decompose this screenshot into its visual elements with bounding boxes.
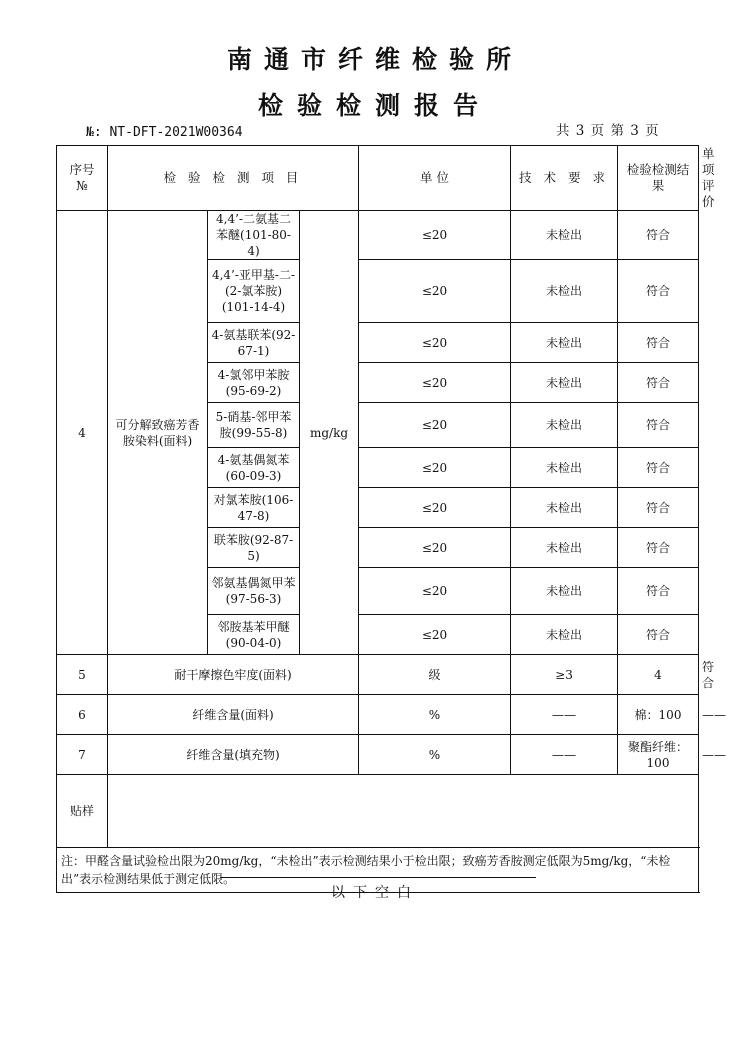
sub-item: 4-氨基联苯(92-67-1) [208,323,300,363]
requirement-cell: —— [511,735,618,775]
page-info: 共 3 页 第 3 页 [556,123,659,139]
sample-label: 贴样 [57,775,108,848]
report-title: 检验检测报告 [257,91,492,120]
sub-item: 邻胺基苯甲醚(90-04-0) [208,615,300,655]
table-header-row: 序号 № 检 验 检 测 项 目 单 位 技 术 要 求 检验检测结果 单项评价 [57,146,699,211]
sub-item: 对氯苯胺(106-47-8) [208,488,300,528]
header-seq [57,146,108,211]
results-table [56,145,726,893]
table-row: 6 纤维含量(面料) % —— 棉：100 —— [57,695,699,735]
result-cell: 未检出 [511,211,618,260]
requirement-cell: —— [511,695,618,735]
seq-cell: 5 [57,655,108,695]
table-row: 7 纤维含量(填充物) % —— 聚酯纤维：100 —— [57,735,699,775]
group4-unit: mg/kg [300,211,359,655]
rating-cell: 符合 [618,448,699,488]
header-requirement: 技 术 要 求 [511,146,618,211]
result-cell: 未检出 [511,260,618,323]
requirement-cell: ≤20 [359,323,511,363]
rating-cell: 符合 [618,403,699,448]
note-text: 注：甲醛含量试验检出限为20mg/kg，“未检出”表示检测结果小于检出限；致癌芳香胺测定低限为5mg/kg，“未检出”表示检测结果低于测定低限。 [57,848,699,893]
sub-item: 邻氨基偶氮甲苯(97-56-3) [208,568,300,615]
result-cell: 未检出 [511,488,618,528]
sub-item: 4-氨基偶氮苯(60-09-3) [208,448,300,488]
end-divider [220,877,536,878]
header-result: 检验检测结果 [618,146,699,211]
institute-title: 南通市纤维检验所 [226,45,523,74]
header-seq-label: 序号 [69,162,95,177]
result-cell: 聚酯纤维：100 [618,735,699,775]
requirement-cell: ≤20 [359,568,511,615]
group4-item: 可分解致癌芳香胺染料(面料) [108,211,208,655]
sample-row [57,775,699,848]
result-cell: 未检出 [511,403,618,448]
header-unit: 单 位 [359,146,511,211]
rating-cell: 符合 [618,260,699,323]
sample-area [108,775,699,848]
rating-cell: 符合 [618,568,699,615]
table-row [57,211,699,260]
group4-seq: 4 [57,211,108,655]
requirement-cell: ≤20 [359,363,511,403]
seq-cell: 7 [57,735,108,775]
requirement-cell: ≤20 [359,211,511,260]
end-text: 以下空白 [331,885,419,901]
requirement-cell: ≤20 [359,448,511,488]
requirement-cell: ≤20 [359,403,511,448]
result-cell: 未检出 [511,568,618,615]
result-cell: 未检出 [511,615,618,655]
rating-cell: 符合 [618,211,699,260]
unit-cell: 级 [359,655,511,695]
result-cell: 未检出 [511,448,618,488]
rating-cell: 符合 [618,323,699,363]
unit-cell: % [359,735,511,775]
item-cell: 纤维含量(面料) [108,695,359,735]
header-seq-sub: № [76,178,88,193]
item-cell: 耐干摩擦色牢度(面料) [108,655,359,695]
sub-item: 4,4’-二氨基二苯醚(101-80-4) [208,211,300,260]
item-cell: 纤维含量(填充物) [108,735,359,775]
sub-item: 4,4’-亚甲基-二-(2-氯苯胺)(101-14-4) [208,260,300,323]
rating-cell: 符合 [618,488,699,528]
sub-item: 5-硝基-邻甲苯胺(99-55-8) [208,403,300,448]
result-cell: 未检出 [511,363,618,403]
requirement-cell: ≤20 [359,488,511,528]
requirement-cell: ≤20 [359,528,511,568]
rating-cell: 符合 [618,363,699,403]
requirement-cell: ≤20 [359,260,511,323]
sub-item: 联苯胺(92-87-5) [208,528,300,568]
sub-item: 4-氯邻甲苯胺(95-69-2) [208,363,300,403]
rating-cell: 符合 [618,615,699,655]
result-cell: 4 [618,655,699,695]
unit-cell: % [359,695,511,735]
header-item: 检 验 检 测 项 目 [108,146,359,211]
report-number: №: NT-DFT-2021W00364 [86,125,243,140]
requirement-cell: ≥3 [511,655,618,695]
result-cell: 棉：100 [618,695,699,735]
requirement-cell: ≤20 [359,615,511,655]
result-cell: 未检出 [511,323,618,363]
seq-cell: 6 [57,695,108,735]
result-cell: 未检出 [511,528,618,568]
rating-cell: 符合 [618,528,699,568]
table-row: 5 耐干摩擦色牢度(面料) 级 ≥3 4 符合 [57,655,699,695]
